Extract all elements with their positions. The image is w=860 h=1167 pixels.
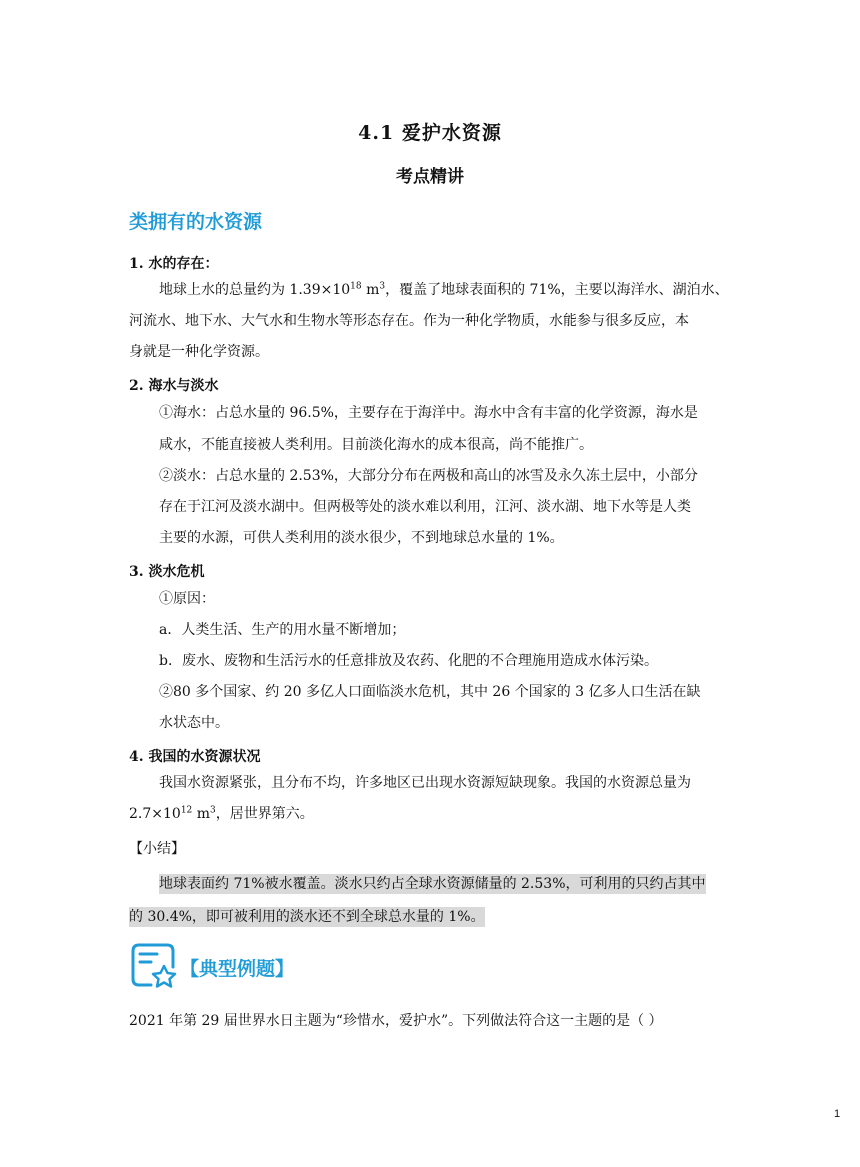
s2-line-1: ①海水：占总水量的 96.5%，主要存在于海洋中。海水中含有丰富的化学资源，海水是 <box>159 405 698 421</box>
section-heading: 类拥有的水资源 <box>129 211 263 233</box>
example-question: 2021 年第 29 届世界水日主题为“珍惜水，爱护水”。下列做法符合这一主题的是（ ） <box>129 1013 663 1029</box>
s3-heading: 3. 淡水危机 <box>129 564 205 580</box>
star-document-icon <box>129 941 177 989</box>
s3-line-3: b．废水、废物和生活污水的任意排放及农药、化肥的不合理施用造成水体污染。 <box>159 653 658 669</box>
s2-line-3: ②淡水：占总水量的 2.53%，大部分分布在两极和高山的冰雪及永久冻土层中，小部分 <box>159 468 698 484</box>
s1-heading: 1. 水的存在： <box>129 256 219 272</box>
page-title: 4.1 爱护水资源 <box>358 122 502 144</box>
s2-line-4: 存在于江河及淡水湖中。但两极等处的淡水难以利用，江河、淡水湖、地下水等是人类 <box>159 499 691 515</box>
s4-line-1: 我国水资源紧张，且分布不均，许多地区已出现水资源短缺现象。我国的水资源总量为 <box>159 775 691 791</box>
page-subtitle: 考点精讲 <box>396 167 464 187</box>
s2-line-5: 主要的水源，可供人类利用的淡水很少，不到地球总水量的 1%。 <box>159 530 564 546</box>
summary-line-2: 的 30.4%，即可被利用的淡水还不到全球总水量的 1%。 <box>129 909 485 925</box>
s3-line-2: a．人类生活、生产的用水量不断增加； <box>159 622 406 638</box>
s1-line-3: 身就是一种化学资源。 <box>129 344 269 360</box>
s4-line-2: $2.7\times 10^{12}$ $m^3$，居世界第六。 <box>129 805 314 822</box>
summary-line-1: 地球表面约 71%被水覆盖。淡水只约占全球水资源储量的 2.53%，可利用的只约占其中 <box>159 876 706 892</box>
example-title: 【典型例题】 <box>180 958 295 980</box>
s2-line-2: 咸水，不能直接被人类利用。目前淡化海水的成本很高，尚不能推广。 <box>159 437 593 453</box>
s3-line-5: 水状态中。 <box>159 715 229 731</box>
page-number: 1 <box>834 1108 841 1120</box>
s3-line-4: ②80 多个国家、约 20 多亿人口面临淡水危机，其中 26 个国家的 3 亿多人口生活在缺 <box>159 684 701 700</box>
summary-label: 【小结】 <box>129 841 185 857</box>
s1-line-2: 河流水、地下水、大气水和生物水等形态存在。作为一种化学物质，水能参与很多反应，本 <box>129 313 689 329</box>
s1-line-1: 地球上水的总量约为 $1.39\times 10^{18}$ $m^3$，覆盖了地球表面积的 71%，主要以海洋水、湖泊水、 <box>159 281 729 298</box>
s4-heading: 4. 我国的水资源状况 <box>129 749 261 765</box>
s2-heading: 2. 海水与淡水 <box>129 378 219 394</box>
s3-line-1: ①原因： <box>159 591 215 607</box>
